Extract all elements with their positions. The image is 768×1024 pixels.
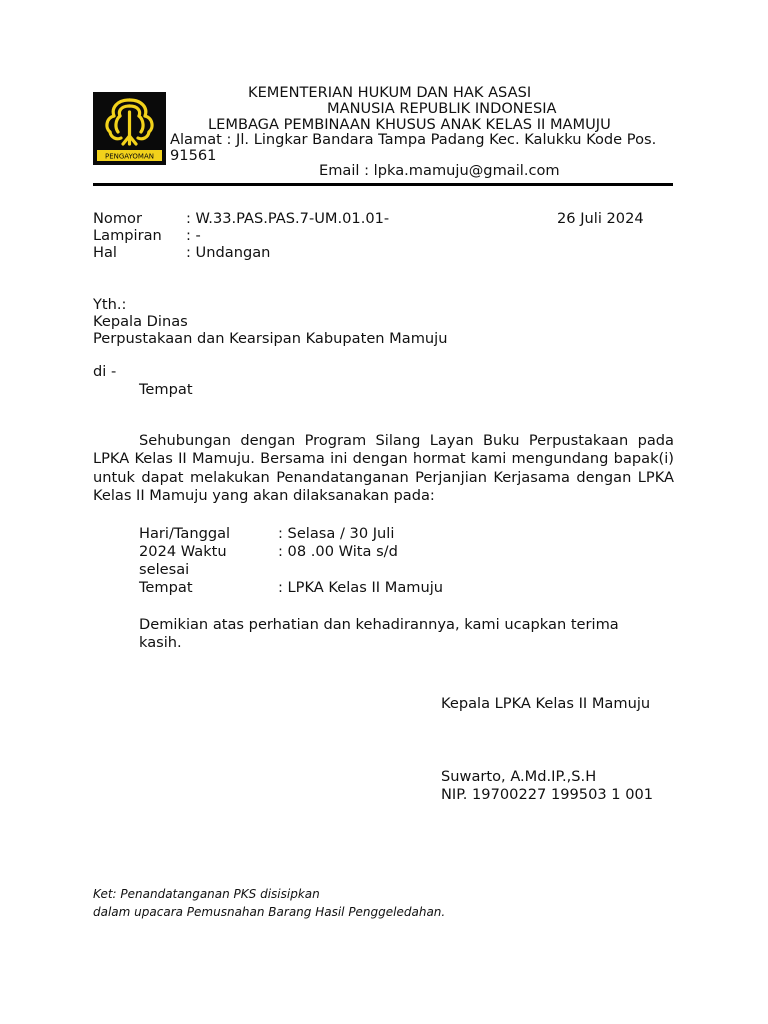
header-address-line1: Alamat : Jl. Lingkar Bandara Tampa Padang Kec. Kalukku Kode Pos. bbox=[170, 131, 657, 148]
body-paragraph: Sehubungan dengan Program Silang Layan Buku Perpustakaan pada LPKA Kelas II Mamuju. Bersama ini dengan hormat kami mengundang bapak(i) untuk dapat melakukan Penandatanganan Perjanjian Kerjasama dengan LPKA Kelas II Mamuju yang akan dilaksanakan pada: bbox=[93, 432, 674, 504]
recipient-salutation: Yth.: bbox=[93, 296, 127, 313]
header-address-line2: 91561 bbox=[170, 147, 217, 164]
letter-date: 26 Juli 2024 bbox=[557, 210, 644, 227]
header-ministry-line2: MANUSIA REPUBLIK INDONESIA bbox=[327, 100, 557, 117]
signature-nip: NIP. 19700227 199503 1 001 bbox=[441, 786, 654, 803]
recipient-di: di - bbox=[93, 363, 117, 380]
recipient-line1: Kepala Dinas bbox=[93, 313, 188, 330]
nomor-value: : W.33.PAS.PAS.7-UM.01.01- bbox=[186, 210, 390, 227]
closing-line2: kasih. bbox=[139, 634, 182, 651]
pengayoman-emblem-icon bbox=[93, 92, 166, 165]
lampiran-value: : - bbox=[186, 227, 201, 244]
hal-value: : Undangan bbox=[186, 244, 271, 261]
detail-hari-label: Hari/Tanggal bbox=[139, 525, 231, 542]
closing-line1: Demikian atas perhatian dan kehadirannya, kami ucapkan terima bbox=[139, 616, 619, 633]
detail-hari-value: : Selasa / 30 Juli bbox=[278, 525, 395, 542]
nomor-label: Nomor bbox=[93, 210, 142, 227]
detail-waktu-value: : 08 .00 Wita s/d bbox=[278, 543, 398, 560]
lampiran-label: Lampiran bbox=[93, 227, 162, 244]
header-ministry-line1: KEMENTERIAN HUKUM DAN HAK ASASI bbox=[248, 84, 532, 101]
hal-label: Hal bbox=[93, 244, 117, 261]
recipient-line2: Perpustakaan dan Kearsipan Kabupaten Mamuju bbox=[93, 330, 448, 347]
pengayoman-logo bbox=[93, 92, 166, 165]
detail-tempat-value: : LPKA Kelas II Mamuju bbox=[278, 579, 444, 596]
svg-text:PENGAYOMAN: PENGAYOMAN bbox=[104, 152, 155, 161]
header-email: Email : lpka.mamuju@gmail.com bbox=[319, 162, 560, 179]
recipient-tempat: Tempat bbox=[139, 381, 193, 398]
footnote-line1: Ket: Penandatanganan PKS disisipkan bbox=[93, 887, 320, 901]
header-divider bbox=[93, 183, 673, 186]
signature-title: Kepala LPKA Kelas II Mamuju bbox=[441, 695, 651, 712]
detail-tempat-label: Tempat bbox=[139, 579, 193, 596]
footnote-line2: dalam upacara Pemusnahan Barang Hasil Penggeledahan. bbox=[93, 905, 446, 919]
detail-waktu-label: 2024 Waktu bbox=[139, 543, 227, 560]
detail-waktu-continued: selesai bbox=[139, 561, 190, 578]
header-institution: LEMBAGA PEMBINAAN KHUSUS ANAK KELAS II MAMUJU bbox=[208, 116, 611, 133]
signature-name: Suwarto, A.Md.IP.,S.H bbox=[441, 768, 597, 785]
